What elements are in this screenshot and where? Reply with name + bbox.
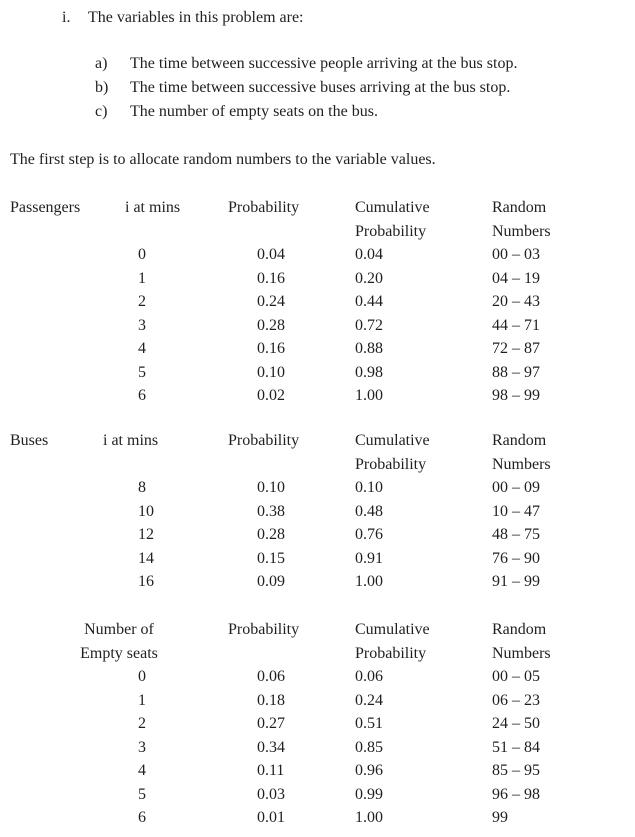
cumulative-cell: 0.48	[355, 502, 383, 520]
random-cell: 00 – 03	[492, 246, 540, 263]
probability-cell: 0.27	[257, 715, 285, 732]
random-header: Random	[492, 432, 547, 449]
random-cell: 24 – 50	[492, 715, 540, 732]
intro-heading-text: The variables in this problem are:	[88, 9, 304, 26]
probability-cell: 0.16	[257, 340, 285, 357]
random-cell: 72 – 87	[492, 340, 540, 357]
random-header-line2: Numbers	[492, 222, 551, 240]
probability-header: Probability	[228, 621, 300, 638]
sub-item-a	[95, 52, 517, 76]
cumulative-cell: 0.24	[355, 691, 383, 709]
value-cell: 0	[138, 246, 146, 263]
cumulative-header: Cumulative	[355, 621, 430, 638]
value-cell: 8	[138, 479, 146, 496]
value-cell: 2	[138, 715, 146, 732]
value-cell: 3	[138, 738, 146, 756]
value-cell: 10	[138, 502, 154, 520]
cumulative-cell: 0.51	[355, 715, 383, 732]
cumulative-header-line2: Probability	[355, 455, 427, 473]
probability-cell: 0.02	[257, 387, 285, 404]
value-header-line2: Empty seats	[80, 644, 158, 662]
sub-item-text: The time between successive people arriving at the bus stop.	[130, 55, 518, 72]
random-cell: 51 – 84	[492, 738, 540, 756]
cumulative-header: Cumulative	[355, 432, 430, 449]
step-sentence: The first step is to allocate random numbers to the variable values.	[10, 151, 436, 168]
value-cell: 4	[138, 762, 146, 779]
cumulative-cell: 0.91	[355, 549, 383, 567]
value-cell: 12	[138, 526, 154, 543]
value-cell: 1	[138, 269, 146, 287]
cumulative-cell: 0.10	[355, 479, 383, 496]
random-cell: 10 – 47	[492, 502, 540, 520]
cumulative-header-line2: Probability	[355, 644, 427, 662]
value-cell: 2	[138, 293, 146, 310]
list-numeral: i.	[62, 9, 71, 26]
sub-item-list	[95, 52, 517, 124]
random-cell: 00 – 05	[492, 668, 540, 685]
random-cell: 96 – 98	[492, 785, 540, 803]
probability-cell: 0.03	[257, 785, 285, 803]
value-cell: 0	[138, 668, 146, 685]
random-cell: 99	[492, 809, 508, 826]
random-cell: 48 – 75	[492, 526, 540, 543]
probability-cell: 0.01	[257, 809, 285, 826]
sub-item-c	[95, 100, 517, 124]
random-cell: 00 – 09	[492, 479, 540, 496]
value-cell: 3	[138, 316, 146, 334]
cumulative-header: Cumulative	[355, 199, 430, 216]
probability-cell: 0.04	[257, 246, 285, 263]
probability-cell: 0.15	[257, 549, 285, 567]
cumulative-cell: 0.85	[355, 738, 383, 756]
random-header-line2: Numbers	[492, 644, 551, 662]
probability-cell: 0.10	[257, 479, 285, 496]
cumulative-cell: 0.98	[355, 363, 383, 381]
sub-item-label: a)	[95, 55, 108, 72]
value-header-line1: Number of	[84, 621, 154, 638]
value-cell: 6	[138, 387, 146, 404]
table-passengers	[0, 196, 635, 408]
value-cell: 5	[138, 785, 146, 803]
table-label: Passengers	[10, 199, 81, 216]
random-cell: 04 – 19	[492, 269, 540, 287]
probability-cell: 0.28	[257, 316, 285, 334]
random-cell: 85 – 95	[492, 762, 540, 779]
probability-cell: 0.10	[257, 363, 285, 381]
random-cell: 91 – 99	[492, 573, 540, 590]
table-buses	[0, 429, 635, 594]
probability-cell: 0.38	[257, 502, 285, 520]
value-cell: 5	[138, 363, 146, 381]
cumulative-header-line2: Probability	[355, 222, 427, 240]
value-cell: 14	[138, 549, 154, 567]
value-cell: 1	[138, 691, 146, 709]
sub-item-label: c)	[95, 103, 108, 120]
random-cell: 06 – 23	[492, 691, 540, 709]
probability-cell: 0.16	[257, 269, 285, 287]
probability-header: Probability	[228, 199, 300, 216]
random-cell: 88 – 97	[492, 363, 540, 381]
cumulative-cell: 0.99	[355, 785, 383, 803]
cumulative-cell: 0.88	[355, 340, 383, 357]
random-header: Random	[492, 199, 547, 216]
probability-cell: 0.34	[257, 738, 285, 756]
probability-cell: 0.06	[257, 668, 285, 685]
intro-heading	[62, 6, 303, 30]
cumulative-cell: 0.96	[355, 762, 383, 779]
value-header: i at mins	[125, 199, 181, 216]
value-cell: 16	[138, 573, 154, 590]
cumulative-cell: 0.76	[355, 526, 383, 543]
cumulative-cell: 1.00	[355, 809, 383, 826]
sub-item-text: The time between successive buses arriving at the bus stop.	[130, 79, 511, 96]
cumulative-cell: 0.44	[355, 293, 383, 310]
random-cell: 98 – 99	[492, 387, 540, 404]
cumulative-cell: 1.00	[355, 387, 383, 404]
sub-item-text: The number of empty seats on the bus.	[130, 103, 378, 120]
sub-item-label: b)	[95, 79, 109, 96]
table-empty-seats	[0, 618, 635, 830]
cumulative-cell: 0.20	[355, 269, 383, 287]
random-header: Random	[492, 621, 547, 638]
probability-cell: 0.11	[257, 762, 285, 779]
probability-header: Probability	[228, 432, 300, 449]
probability-cell: 0.28	[257, 526, 285, 543]
value-header: i at mins	[103, 432, 159, 449]
probability-cell: 0.18	[257, 691, 285, 709]
cumulative-cell: 1.00	[355, 573, 383, 590]
probability-cell: 0.24	[257, 293, 285, 310]
table-label: Buses	[10, 432, 49, 449]
random-cell: 44 – 71	[492, 316, 540, 334]
sub-item-b	[95, 76, 517, 100]
cumulative-cell: 0.04	[355, 246, 383, 263]
value-cell: 6	[138, 809, 146, 826]
cumulative-cell: 0.72	[355, 316, 383, 334]
random-header-line2: Numbers	[492, 455, 551, 473]
cumulative-cell: 0.06	[355, 668, 383, 685]
probability-cell: 0.09	[257, 573, 285, 590]
random-cell: 20 – 43	[492, 293, 540, 310]
random-cell: 76 – 90	[492, 549, 540, 567]
value-cell: 4	[138, 340, 146, 357]
